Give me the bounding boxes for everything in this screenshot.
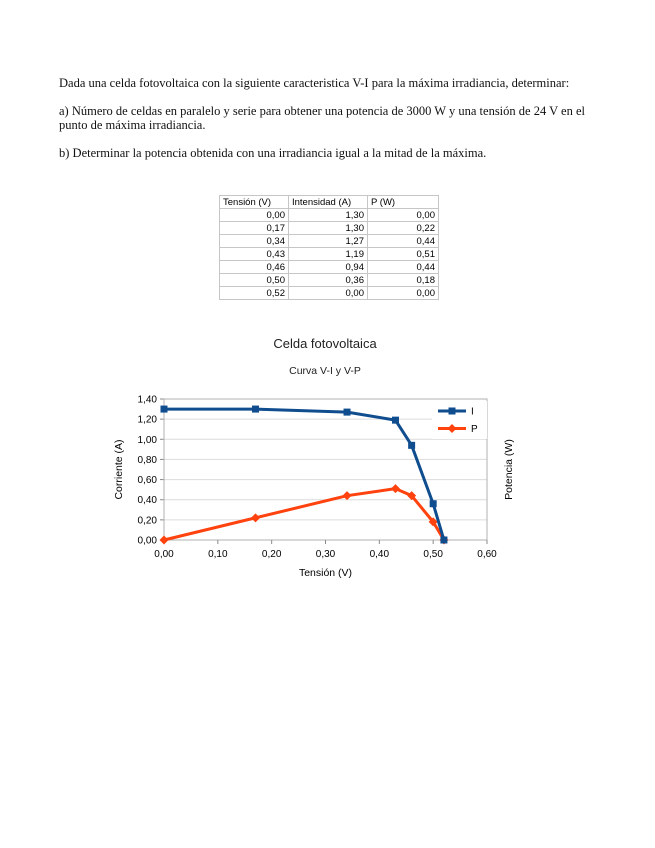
table-cell: 0,52 [220,287,289,300]
y-axis-title-left: Corriente (A) [113,439,125,500]
table-cell: 0,00 [368,287,439,300]
y-tick-label: 0,40 [137,495,157,507]
table-cell: 0,43 [220,248,289,261]
legend-swatch-marker [449,408,456,415]
table-body [220,209,439,300]
table-cell: 0,00 [220,209,289,222]
table-cell: 0,18 [368,274,439,287]
series-P-marker [160,536,169,545]
x-tick-label: 0,50 [423,549,443,560]
table-cell: 0,44 [368,261,439,274]
series-I-marker [344,409,351,416]
y-tick-label: 0,20 [137,515,157,527]
table-cell: 0,34 [220,235,289,248]
legend-label: I [471,406,474,418]
table-cell: 0,94 [289,261,368,274]
x-tick-label: 0,40 [369,549,390,560]
legend-background [432,401,487,439]
chart-subtitle: Curva V-I y V-P [289,365,361,377]
y-axis-title-right: Potencia (W) [503,439,515,500]
series-I-marker [408,442,415,449]
table-cell: 0,00 [289,287,368,300]
x-tick-label: 0,60 [477,549,497,560]
series-I-marker [161,406,168,413]
series-P-marker [343,491,352,500]
chart-plot [108,333,542,595]
column-header: Intensidad (A) [289,196,368,209]
series-I-marker [252,406,259,413]
table-cell: 0,22 [368,222,439,235]
paragraph-item-a: a) Número de celdas en paralelo y serie para obtener una potencia de 3000 W y una tensión de 24 V en el punto de máxima irradiancia. [59,104,585,132]
table-row [220,274,439,287]
table-cell: 1,27 [289,235,368,248]
table-row [220,261,439,274]
series-P-marker [391,484,400,493]
table-cell: 0,50 [220,274,289,287]
chart-title: Celda fotovoltaica [273,336,377,351]
table-row [220,235,439,248]
table-cell: 1,30 [289,222,368,235]
table-header-row [220,196,439,209]
table-row [220,248,439,261]
y-tick-label: 1,20 [137,414,157,426]
x-tick-label: 0,10 [208,549,228,560]
x-tick-label: 0,00 [154,549,174,560]
series-I-marker [392,417,399,424]
table-cell: 0,00 [368,209,439,222]
column-header: Tensión (V) [220,196,289,209]
table-row [220,209,439,222]
chart-celda-fotovoltaica [108,333,542,595]
table-cell: 0,46 [220,261,289,274]
table-cell: 0,51 [368,248,439,261]
y-tick-label: 0,00 [137,535,157,547]
table-row [220,222,439,235]
paragraph-item-b: b) Determinar la potencia obtenida con una irradiancia igual a la mitad de la máxima. [59,146,487,160]
series-P-marker [251,513,260,522]
y-tick-label: 1,40 [137,394,157,406]
table-cell: 1,19 [289,248,368,261]
table-cell: 1,30 [289,209,368,222]
x-axis-title: Tensión (V) [298,567,353,579]
series-I-marker [430,500,437,507]
table-cell: 0,44 [368,235,439,248]
table-header [220,196,439,209]
table-cell: 0,36 [289,274,368,287]
series-I-line [164,409,444,540]
table-cell: 0,17 [220,222,289,235]
paragraph-intro: Dada una celda fotovoltaica con la siguiente caracteristica V-I para la máxima irradiancia, determinar: [59,76,570,90]
vi-data-table [219,195,439,300]
column-header: P (W) [368,196,439,209]
series-I-marker [440,537,447,544]
table-row [220,287,439,300]
series-P-line [164,489,444,540]
x-tick-label: 0,30 [315,549,336,560]
x-tick-label: 0,20 [261,549,282,560]
y-tick-label: 0,60 [137,475,157,487]
y-tick-label: 0,80 [137,454,157,466]
y-tick-label: 1,00 [137,434,157,446]
legend-label: P [471,424,478,435]
